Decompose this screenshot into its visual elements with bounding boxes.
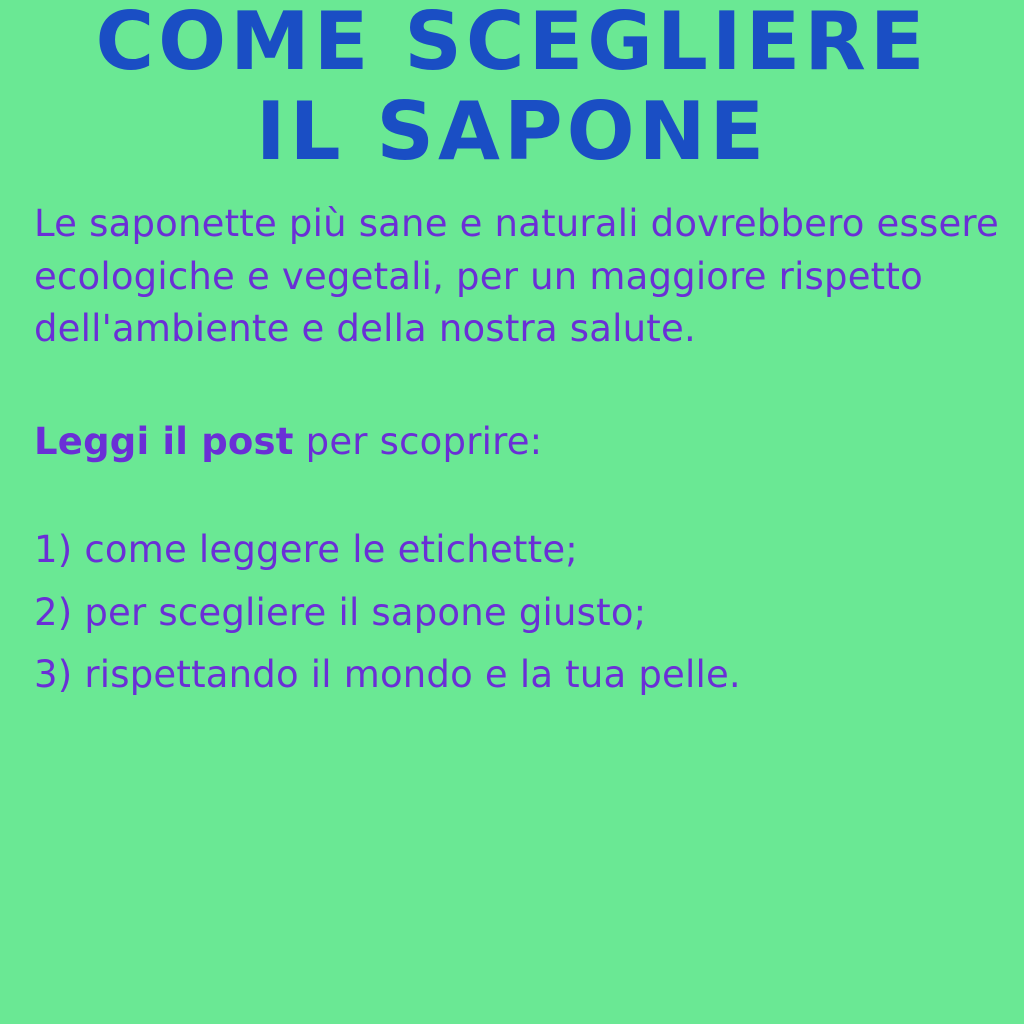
list-item: 3) rispettando il mondo e la tua pelle. [34, 653, 741, 697]
title-line-1: COME SCEGLIERE [95, 0, 929, 88]
numbered-list [34, 524, 1010, 702]
title-line-2: IL SAPONE [255, 85, 769, 178]
spacer-after-intro [34, 356, 1010, 416]
lead-paragraph [34, 416, 1010, 469]
poster-title [0, 0, 1024, 178]
poster-body [0, 170, 1024, 702]
list-item: 2) per scegliere il sapone giusto; [34, 590, 647, 634]
intro-paragraph: Le saponette più sane e naturali dovrebbero essere ecologiche e vegetali, per un maggiore rispetto dell'ambiente e della nostra salute. [34, 202, 999, 351]
lead-rest-text: per scoprire: [293, 419, 543, 463]
list-item: 1) come leggere le etichette; [34, 528, 578, 572]
lead-bold-text: Leggi il post [34, 419, 294, 463]
spacer-before-list [34, 468, 1010, 524]
